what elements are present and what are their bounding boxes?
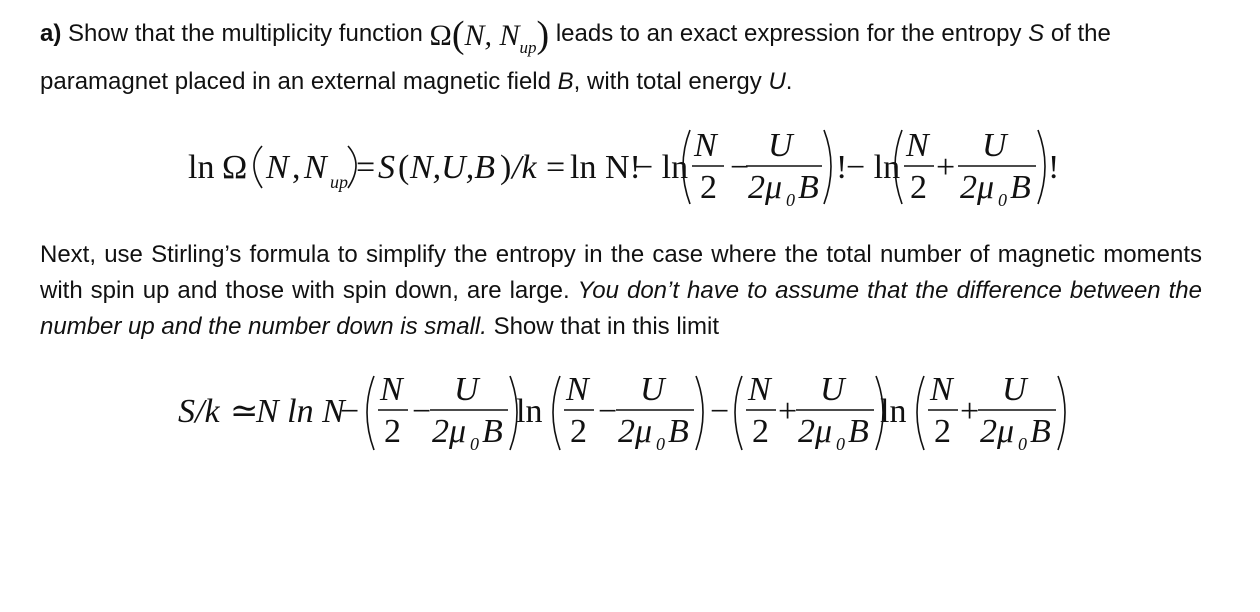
- eq2-g4-frac1-num: N: [930, 371, 953, 408]
- eq1-frac2-den-sub: 0: [786, 190, 795, 210]
- eq2-group4-right: [1058, 376, 1065, 450]
- eq1-fact-1: !: [836, 149, 848, 186]
- next-text-1: Next, use Stirling’s formula to simplify the entropy in the case where the total number of magnetic moments with spin up and those with spin down, are large.: [40, 241, 1202, 304]
- intro-text-1: Show that the multiplicity function: [68, 20, 423, 47]
- eq1-bracket-1-right: [824, 130, 831, 204]
- eq2-g1-frac1-den: 2: [384, 413, 401, 450]
- equation-stirling-entropy: [0, 368, 1260, 468]
- eq1-paren-right: [348, 146, 356, 188]
- eq2-g1-frac2-den-B: B: [482, 413, 503, 450]
- eq2-group3-left: [735, 376, 742, 450]
- eq1-comma: ,: [292, 149, 301, 186]
- eq1-frac3-den: 2: [910, 169, 927, 206]
- eq2-g1-frac1-num: N: [380, 371, 403, 408]
- eq2-g3-plus: +: [778, 393, 798, 430]
- eq2-minus-2: −: [710, 393, 730, 430]
- eq2-g2-frac2-den-B: B: [668, 413, 689, 450]
- eq1-frac4-num: U: [982, 127, 1007, 164]
- eq2-ln-2: ln: [880, 393, 907, 430]
- eq2-g3-frac2-den-sub: 0: [836, 434, 845, 454]
- intro-text-6: .: [785, 68, 793, 95]
- eq2-g1-frac2-num: U: [454, 371, 479, 408]
- eq1-frac1-den: 2: [700, 169, 717, 206]
- eq2-minus-1: −: [340, 393, 360, 430]
- eq2-g3-frac2-num: U: [820, 371, 845, 408]
- eq1-equals-2: =: [546, 149, 566, 186]
- intro-text-5: , with total energy: [573, 68, 762, 95]
- eq1-paren-open: (: [398, 149, 410, 186]
- omega-symbol: Ω: [429, 19, 452, 52]
- eq1-fact-2: !: [1048, 149, 1060, 186]
- eq2-g3-frac2-den-mu: 2μ: [798, 413, 833, 450]
- eq1-up: up: [330, 172, 348, 192]
- eq2-g1-minus: −: [412, 393, 432, 430]
- entropy-symbol: S: [1028, 20, 1045, 47]
- eq1-plus-1: +: [936, 149, 956, 186]
- energy-symbol: U: [768, 68, 786, 95]
- eq2-g2-frac1-num: N: [566, 371, 589, 408]
- eq2-g2-frac2-num: U: [640, 371, 665, 408]
- eq1-ln-Nfact: ln N!: [570, 149, 641, 186]
- eq2-g2-frac2-den-mu: 2μ: [618, 413, 653, 450]
- omega-sub: up: [519, 38, 537, 57]
- field-symbol: B: [557, 68, 574, 95]
- eq1-omega: Ω: [222, 149, 248, 186]
- eq1-paren-close: ): [500, 149, 512, 186]
- eq2-g1-frac2-den-sub: 0: [470, 434, 479, 454]
- eq2-lhs: S/k: [178, 393, 220, 430]
- eq1-S: S: [378, 149, 395, 186]
- eq2-group4-left: [917, 376, 924, 450]
- eq1-equals-1: =: [356, 149, 376, 186]
- eq1-frac2-den-B: B: [798, 169, 819, 206]
- eq2-g2-frac1-den: 2: [570, 413, 587, 450]
- intro-text-4: paramagnet placed in an external magnetic field: [40, 68, 551, 95]
- eq1-frac3-num: N: [906, 127, 929, 164]
- eq1-frac4-den-mu: 2μ: [960, 169, 995, 206]
- eq2-g2-frac2-den-sub: 0: [656, 434, 665, 454]
- eq1-minus-ln-2: − ln: [846, 149, 901, 186]
- eq2-g4-frac1-den: 2: [934, 413, 951, 450]
- eq2-group2-left: [553, 376, 560, 450]
- eq1-frac4-den-sub: 0: [998, 190, 1007, 210]
- eq2-g3-frac1-den: 2: [752, 413, 769, 450]
- intro-line-1: [40, 16, 1111, 66]
- eq1-bracket-2-right: [1038, 130, 1045, 204]
- intro-line-2: [40, 64, 792, 100]
- multiplicity-symbol: Ω(N, $N_{up}$): [429, 14, 550, 57]
- omega-args: N, N: [464, 19, 520, 52]
- next-paragraph: [40, 237, 1202, 345]
- eq2-g4-frac2-den-mu: 2μ: [980, 413, 1015, 450]
- eq2-g4-frac2-num: U: [1002, 371, 1027, 408]
- eq2-ln-1: ln: [516, 393, 543, 430]
- eq1-frac1-num: N: [694, 127, 717, 164]
- eq2-approx: ≃: [230, 393, 259, 430]
- eq1-args: N,U,B: [410, 149, 495, 186]
- eq1-N: N: [266, 149, 289, 186]
- eq2-NlnN: N ln N: [256, 393, 345, 430]
- intro-text-2: leads to an exact expression for the entropy: [555, 20, 1022, 47]
- eq1-frac4-den-B: B: [1010, 169, 1031, 206]
- eq2-g4-frac2-den-sub: 0: [1018, 434, 1027, 454]
- eq1-ln: ln: [188, 149, 215, 186]
- eq1-minus-ln-1: − ln: [634, 149, 689, 186]
- eq1-slash-k: /k: [512, 149, 537, 186]
- eq2-g2-minus: −: [598, 393, 618, 430]
- eq2-group1-left: [367, 376, 374, 450]
- eq1-paren-left: [254, 146, 262, 188]
- eq2-g4-plus: +: [960, 393, 980, 430]
- eq2-g1-frac2-den-mu: 2μ: [432, 413, 467, 450]
- eq1-frac2-num: U: [768, 127, 793, 164]
- eq2-group2-right: [696, 376, 703, 450]
- eq1-minus-1: −: [730, 149, 750, 186]
- next-italic: You don’t have to assume that the difference between the number up and the number down is small.: [40, 277, 1202, 340]
- intro-text-3: of the: [1050, 20, 1111, 47]
- eq2-g4-frac2-den-B: B: [1030, 413, 1051, 450]
- eq1-Nup-N: N: [304, 149, 327, 186]
- next-text-2: Show that in this limit: [493, 313, 719, 340]
- eq2-g3-frac2-den-B: B: [848, 413, 869, 450]
- part-label: a): [40, 20, 62, 47]
- eq1-frac2-den-mu: 2μ: [748, 169, 783, 206]
- eq2-g3-frac1-num: N: [748, 371, 771, 408]
- equation-exact-entropy: [0, 118, 1260, 218]
